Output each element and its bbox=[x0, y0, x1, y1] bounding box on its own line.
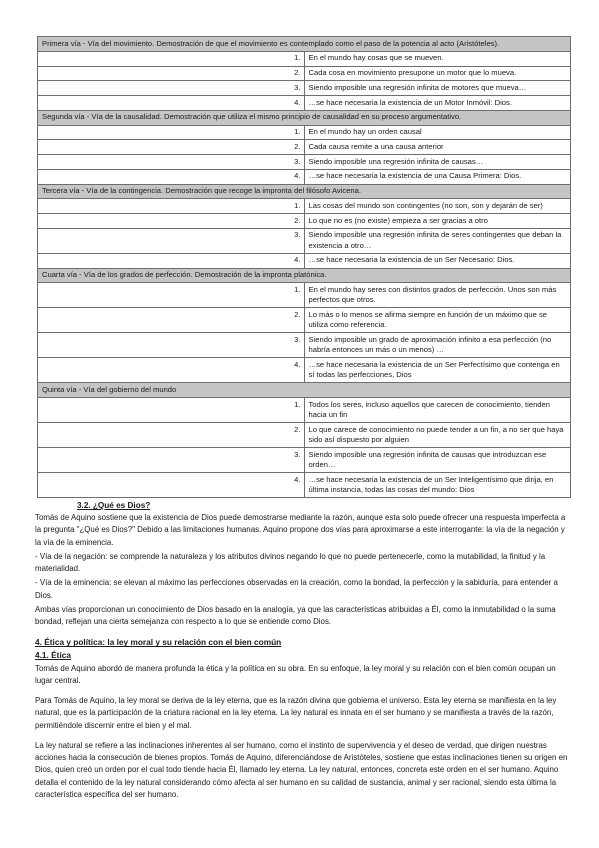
section-4-1-heading: 4.1. Ética bbox=[35, 649, 71, 660]
way-step-row bbox=[38, 51, 571, 66]
step-text: Cada causa remite a una causa anterior bbox=[304, 140, 571, 155]
step-number: 1. bbox=[38, 125, 305, 140]
way-title: Primera vía - Vía del movimiento. Demostración de que el movimiento es contemplado como el paso de la potencia al acto (Aristóteles). bbox=[38, 37, 571, 52]
way-step-row bbox=[38, 448, 571, 473]
way-title: Segunda vía - Vía de la causalidad. Demostración que utiliza el mismo principio de causalidad en su proceso argumentativo. bbox=[38, 110, 571, 125]
section-4-heading: 4. Ética y política: la ley moral y su relación con el bien común bbox=[35, 637, 282, 648]
way-title-row bbox=[38, 110, 571, 125]
way-step-row bbox=[38, 155, 571, 170]
way-title-row bbox=[38, 268, 571, 283]
step-number: 3. bbox=[38, 155, 305, 170]
step-number: 2. bbox=[38, 66, 305, 81]
step-number: 4. bbox=[38, 96, 305, 111]
step-number: 3. bbox=[38, 333, 305, 358]
step-text: Lo que no es (no existe) empieza a ser gracias a otro bbox=[304, 214, 571, 229]
step-text: Todos los seres, incluso aquellos que carecen de conocimiento, tienden hacia un fin bbox=[304, 398, 571, 423]
step-number: 4. bbox=[38, 253, 305, 268]
step-text: …se hace necesaria la existencia de una Causa Primera: Dios. bbox=[304, 169, 571, 184]
step-text: Siendo imposible una regresión infinita de motores que mueva… bbox=[304, 81, 571, 96]
way-step-row bbox=[38, 423, 571, 448]
step-text: Siendo imposible una regresión infinita de causas que introduzcan ese orden… bbox=[304, 448, 571, 473]
section-3-2-paragraph: - Vía de la eminencia: se elevan al máximo las perfecciones observadas en la creación, como la bondad, la perfección y la sabiduría, para entender a Dios. bbox=[35, 578, 558, 600]
step-text: …se hace necesaria la existencia de un Ser Perfectísimo que contenga en sí todas las perfecciones, Dios bbox=[304, 358, 571, 383]
step-text: Lo que carece de conocimiento no puede tender a un fin, a no ser que haya sido así dispuesto por alguien bbox=[304, 423, 571, 448]
step-text: Siendo imposible una regresión infinita de seres contingentes que deban la existencia a otro… bbox=[304, 228, 571, 253]
way-step-row bbox=[38, 169, 571, 184]
way-step-row bbox=[38, 333, 571, 358]
section-4-1-paragraph: Tomás de Aquino abordó de manera profunda la ética y la política en su obra. En su enfoque, la ley moral y su relación con el bien común ocupan un lugar central. bbox=[35, 663, 556, 685]
step-number: 2. bbox=[38, 423, 305, 448]
step-number: 1. bbox=[38, 283, 305, 308]
step-text: Siendo imposible una regresión infinita de causas… bbox=[304, 155, 571, 170]
step-number: 2. bbox=[38, 308, 305, 333]
step-number: 4. bbox=[38, 473, 305, 498]
step-number: 2. bbox=[38, 140, 305, 155]
way-title: Cuarta vía - Vía de los grados de perfección. Demostración de la impronta platónica. bbox=[38, 268, 571, 283]
step-number: 3. bbox=[38, 448, 305, 473]
step-text: En el mundo hay un orden causal bbox=[304, 125, 571, 140]
five-ways-table bbox=[37, 36, 571, 498]
section-4-1-paragraph: La ley natural se refiere a las inclinaciones inherentes al ser humano, como el instinto de supervivencia y el deseo de verdad, que dirigen nuestras acciones hacia la consecución de bienes propios. Tomás de Aquino, diferenciándose de Aristóteles, sostiene que estas inclinaciones tienen su origen en Dios, quien creó un orden por el cual todo tiende hacia Él, llamado ley eterna. La ley natural, entonces, concreta este orden en el ser humano. Aquino detalla el contenido de la ley natural considerando cómo afecta al ser humano en su calidad de sustancia, animal y ser racional, siendo esta última la característica específica del ser humano. bbox=[35, 740, 568, 799]
way-step-row bbox=[38, 253, 571, 268]
step-text: …se hace necesaria la existencia de un Motor Inmóvil: Dios. bbox=[304, 96, 571, 111]
way-step-row bbox=[38, 398, 571, 423]
step-text: En el mundo hay seres con distintos grados de perfección. Unos son más perfectos que otros. bbox=[304, 283, 571, 308]
step-number: 4. bbox=[38, 169, 305, 184]
way-step-row bbox=[38, 228, 571, 253]
step-number: 2. bbox=[38, 214, 305, 229]
step-number: 3. bbox=[38, 81, 305, 96]
section-3-2-paragraph: - Vía de la negación: se comprende la naturaleza y los atributos divinos negando lo que no puede pertenecerle, como la mutabilidad, la finitud y la materialidad. bbox=[35, 551, 546, 574]
way-step-row bbox=[38, 308, 571, 333]
step-text: Siendo imposible un grado de aproximación infinito a esa perfección (no habría entonces un más o un menos) … bbox=[304, 333, 571, 358]
way-step-row bbox=[38, 358, 571, 383]
way-title: Tercera vía - Vía de la contingencia. Demostración que recoge la impronta del filósofo Avicena. bbox=[38, 184, 571, 199]
section-3-2-paragraph: Ambas vías proporcionan un conocimiento de Dios basado en la analogía, ya que las características atribuidas a Él, como la inmutabilidad o la suma bondad, reflejan una cierta semejanza con respecto a lo que se entiende como Dios. bbox=[35, 604, 556, 627]
way-title-row bbox=[38, 184, 571, 199]
step-text: …se hace necesaria la existencia de un Ser Inteligentísimo que dirija, en última instancia, todas las cosas del mundo: Dios bbox=[304, 473, 571, 498]
section-3-2-paragraph: Tomás de Aquino sostiene que la existencia de Dios puede demostrarse mediante la razón, aunque esta solo puede ofrecer una respuesta imperfecta a la pregunta "¿Qué es Dios?" Debido a las limitaciones humanas. Aquino propone dos vías para aproximarse a este interrogante: la vía de la negación y la vía de la eminencia. bbox=[35, 513, 566, 547]
way-step-row bbox=[38, 96, 571, 111]
way-step-row bbox=[38, 199, 571, 214]
step-number: 3. bbox=[38, 228, 305, 253]
step-text: Las cosas del mundo son contingentes (no son, son y dejarán de ser) bbox=[304, 199, 571, 214]
way-step-row bbox=[38, 66, 571, 81]
way-step-row bbox=[38, 214, 571, 229]
way-title-row bbox=[38, 37, 571, 52]
section-4-1-paragraph: Para Tomás de Aquino, la ley moral se deriva de la ley eterna, que es la razón divina que gobierna el universo. Esta ley eterna se manifiesta en la ley natural, que es la participación de la criatura racional en la ley eterna. La ley natural es innata en el ser humano y se manifiesta a través de la razón, permitiéndole discernir entre el bien y el mal. bbox=[35, 696, 557, 730]
way-title: Quinta vía - Vía del gobierno del mundo bbox=[38, 383, 571, 398]
step-text: Lo más o lo menos se afirma siempre en función de un máximo que se utiliza como referencia. bbox=[304, 308, 571, 333]
way-step-row bbox=[38, 140, 571, 155]
way-title-row bbox=[38, 383, 571, 398]
step-text: …se hace necesaria la existencia de un Ser Necesario: Dios. bbox=[304, 253, 571, 268]
step-number: 1. bbox=[38, 199, 305, 214]
way-step-row bbox=[38, 81, 571, 96]
step-number: 1. bbox=[38, 51, 305, 66]
step-text: En el mundo hay cosas que se mueven. bbox=[304, 51, 571, 66]
way-step-row bbox=[38, 125, 571, 140]
step-number: 4. bbox=[38, 358, 305, 383]
way-step-row bbox=[38, 283, 571, 308]
way-step-row bbox=[38, 473, 571, 498]
section-3-2-heading: 3.2. ¿Qué es Dios? bbox=[77, 501, 151, 510]
step-text: Cada cosa en movimiento presupone un motor que lo mueva. bbox=[304, 66, 571, 81]
step-number: 1. bbox=[38, 398, 305, 423]
